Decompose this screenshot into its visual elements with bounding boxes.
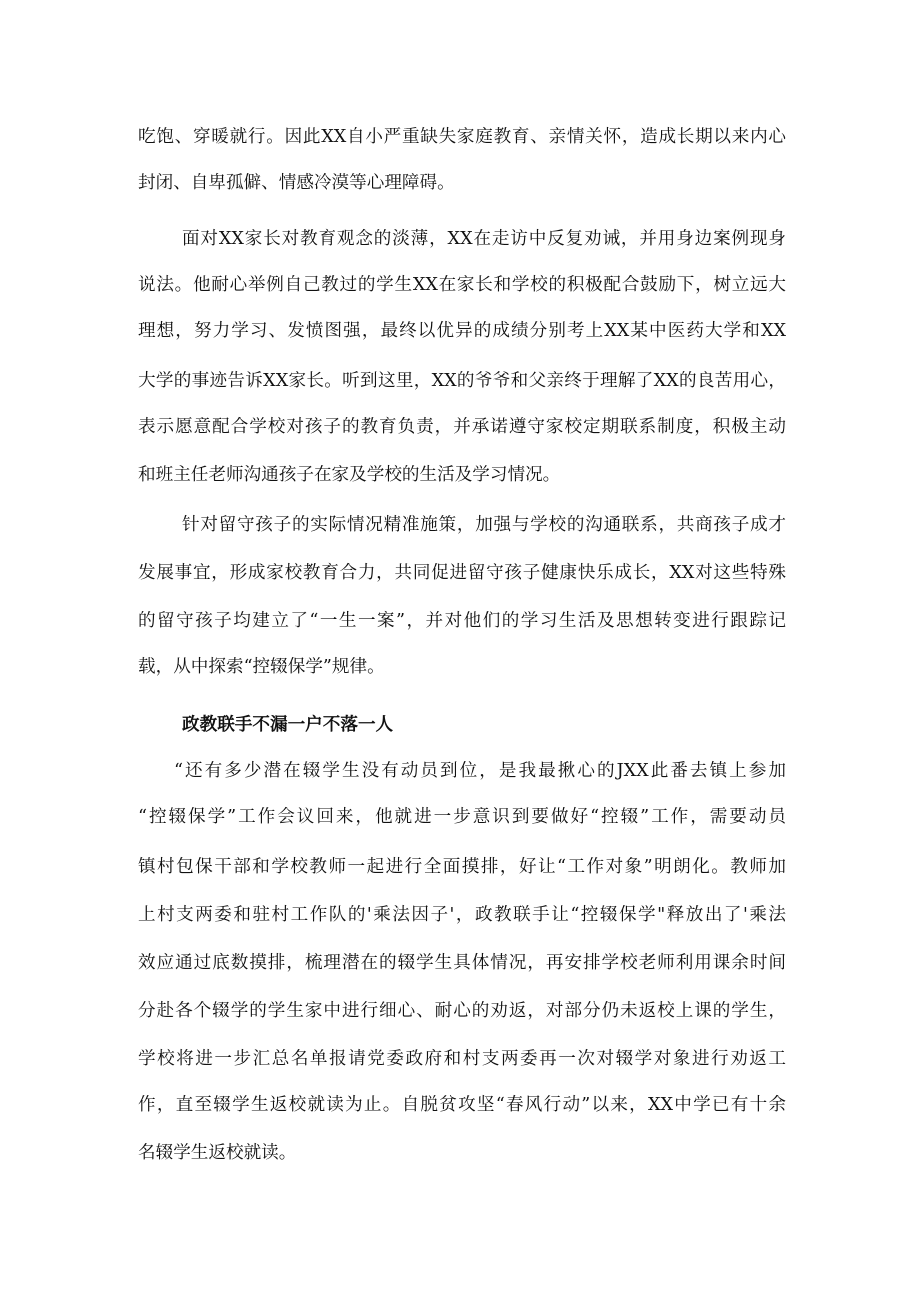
paragraph-4-line-4: 上村支两委和驻村工作队的'乘法因子'，政教联手让“控辍保学"释放出了'乘法 [138,905,786,925]
paragraph-3-line-4: 载，从中探索“控辍保学”规律。 [138,657,385,677]
paragraph-4-line-8: 作，直至辍学生返校就读为止。自脱贫攻坚“春风行动”以来，XX中学已有十余 [138,1095,786,1115]
paragraph-4-line-3: 镇村包保干部和学校教师一起进行全面摸排，好让“工作对象”明朗化。教师加 [138,857,786,877]
paragraph-2-line-2: 说法。他耐心举例自己教过的学生XX在家长和学校的积极配合鼓励下，树立远大 [138,275,786,295]
paragraph-3-line-2: 发展事宜，形成家校教育合力，共同促进留守孩子健康快乐成长，XX对这些特殊 [138,563,786,583]
paragraph-2-line-3: 理想，努力学习、发愤图强，最终以优异的成绩分别考上XX某中医药大学和XX [138,321,786,341]
paragraph-4-line-7: 学校将进一步汇总名单报请党委政府和村支两委再一次对辍学对象进行劝返工 [138,1049,786,1069]
paragraph-2-line-4: 大学的事迹告诉XX家长。听到这里，XX的爷爷和父亲终于理解了XX的良苦用心， [138,371,786,391]
paragraph-1-line-2: 封闭、自卑孤僻、情感冷漠等心理障碍。 [138,173,455,193]
paragraph-4-line-5: 效应通过底数摸排，梳理潜在的辍学生具体情况，再安排学校老师利用课余时间 [138,953,786,973]
paragraph-3-line-3: 的留守孩子均建立了“一生一案”，并对他们的学习生活及思想转变进行跟踪记 [138,611,786,631]
paragraph-4-line-6: 分赴各个辍学的学生家中进行细心、耐心的劝返，对部分仍未返校上课的学生， [138,1001,786,1021]
paragraph-4-line-9: 名辍学生返校就读。 [138,1143,297,1163]
paragraph-2-line-5: 表示愿意配合学校对孩子的教育负责，并承诺遵守家校定期联系制度，积极主动 [138,417,786,437]
section-heading: 政教联手不漏一户不落一人 [182,714,394,735]
paragraph-2-line-1: 面对XX家长对教育观念的淡薄，XX在走访中反复劝诫，并用身边案例现身 [182,229,786,249]
paragraph-4-line-2: “控辍保学”工作会议回来，他就进一步意识到要做好“控辍”工作，需要动员 [138,807,786,827]
document-page [138,0,786,1301]
paragraph-4-line-1: “还有多少潜在辍学生没有动员到位，是我最揪心的JXX此番去镇上参加 [174,761,786,781]
paragraph-2-line-6: 和班主任老师沟通孩子在家及学校的生活及学习情况。 [138,465,561,485]
paragraph-3-line-1: 针对留守孩子的实际情况精准施策，加强与学校的沟通联系，共商孩子成才 [182,515,786,535]
paragraph-1-line-1: 吃饱、穿暖就行。因此XX自小严重缺失家庭教育、亲情关怀，造成长期以来内心 [138,127,786,147]
